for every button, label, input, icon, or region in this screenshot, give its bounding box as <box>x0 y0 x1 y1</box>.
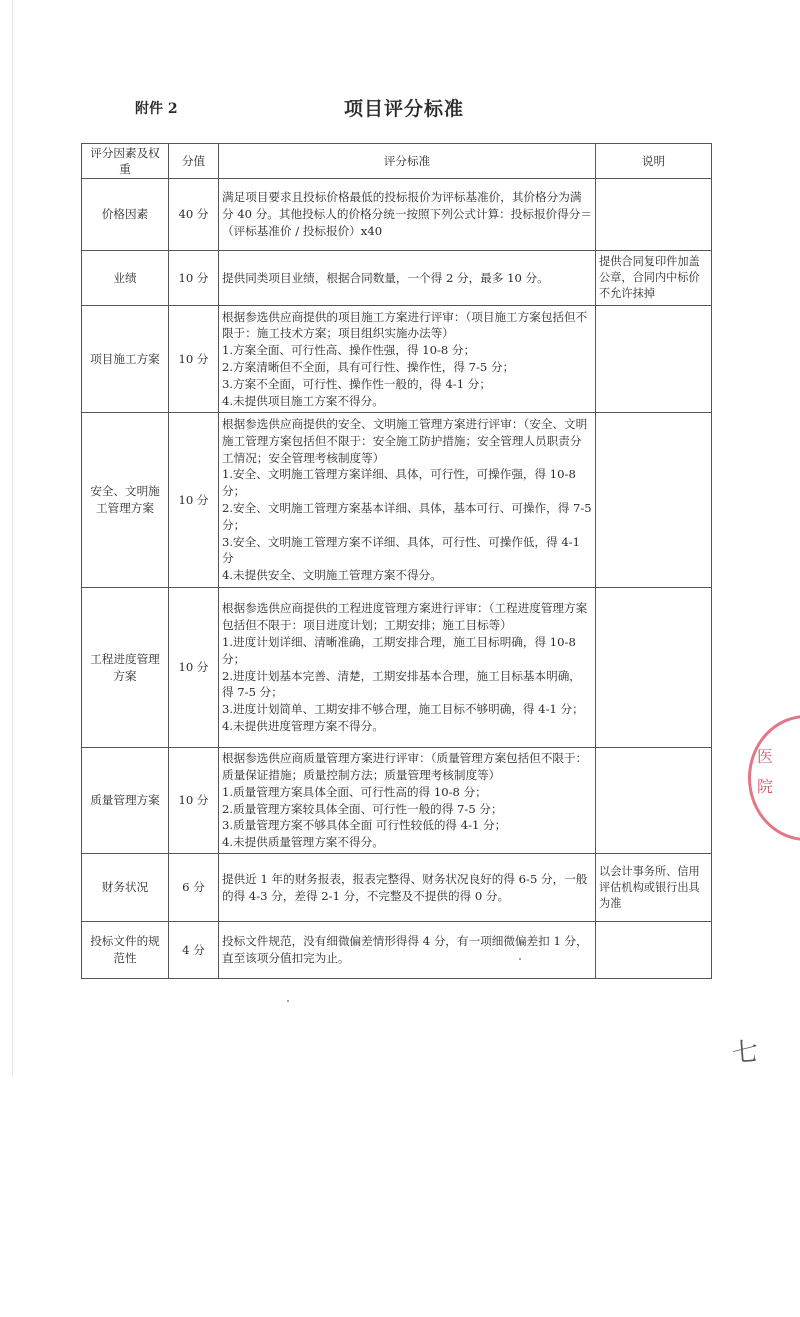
criteria-line: 3.方案不全面，可行性、操作性一般的，得 4-1 分； <box>222 376 491 391</box>
factor-cell: 项目施工方案 <box>82 306 169 413</box>
criteria-cell <box>219 854 596 922</box>
criteria-line: 1.方案全面、可行性高、操作性强，得 10-8 分； <box>222 343 476 358</box>
note-cell <box>596 306 712 413</box>
criteria-line: 1.进度计划详细、清晰准确，工期安排合理，施工目标明确，得 10-8 分； <box>222 634 576 666</box>
scan-speck <box>519 958 521 960</box>
criteria-line: 3.质量管理方案不够具体全面 可行性较低的得 4-1 分； <box>222 818 507 833</box>
factor-cell: 质量管理方案 <box>82 748 169 854</box>
criteria-line: 1.安全、文明施工管理方案详细、具体，可行性，可操作强，得 10-8 分； <box>222 467 576 499</box>
column-header-factor: 评分因素及权重 <box>82 144 169 179</box>
table-row <box>82 854 712 922</box>
table-row <box>82 588 712 748</box>
criteria-line: 满足项目要求且投标价格最低的投标报价为评标基准价，其价格分为满分 40 分。其他投标人的价格分统一按照下列公式计算：投标报价得分＝（评标基准价 / 投标报价）x40 <box>222 190 592 238</box>
table-row <box>82 306 712 413</box>
note-cell: 以会计事务所、信用评估机构或银行出具为准 <box>596 854 712 922</box>
criteria-cell <box>219 748 596 854</box>
criteria-line: 根据参选供应商提供的项目施工方案进行评审：（项目施工方案包括但不限于：施工技术方案；项目组织实施办法等） <box>222 309 588 341</box>
factor-cell: 财务状况 <box>82 854 169 922</box>
scan-speck <box>287 1000 289 1002</box>
criteria-line: 4.未提供项目施工方案不得分。 <box>222 393 384 408</box>
criteria-cell <box>219 922 596 979</box>
column-header-criteria: 评分标准 <box>219 144 596 179</box>
criteria-line: 2.方案清晰但不全面，具有可行性、操作性，得 7-5 分； <box>222 360 515 374</box>
handwritten-page-mark: 七 <box>731 1037 760 1069</box>
criteria-line: 2.质量管理方案较具体全面、可行性一般的得 7-5 分； <box>222 801 503 816</box>
note-cell <box>596 179 712 251</box>
note-cell <box>596 588 712 748</box>
table-row <box>82 179 712 251</box>
criteria-line: 根据参选供应商提供的安全、文明施工管理方案进行评审：（安全、文明施工管理方案包括但不限于：安全施工防护措施；安全管理人员职责分工情况；安全管理考核制度等） <box>222 417 588 465</box>
seal-text: 医院 <box>757 747 774 796</box>
table-row <box>82 413 712 588</box>
criteria-line: 4.未提供安全、文明施工管理方案不得分。 <box>222 568 442 583</box>
criteria-line: 1.质量管理方案具体全面、可行性高的得 10-8 分； <box>222 784 487 799</box>
criteria-line: 3.安全、文明施工管理方案不详细、具体，可行性、可操作低，得 4-1 分 <box>222 534 581 566</box>
factor-cell: 投标文件的规范性 <box>82 922 169 979</box>
score-cell: 10 分 <box>169 306 219 413</box>
criteria-cell <box>219 306 596 413</box>
criteria-line: 4.未提供质量管理方案不得分。 <box>222 835 384 850</box>
column-header-note: 说明 <box>596 144 712 179</box>
factor-cell: 安全、文明施工管理方案 <box>82 413 169 588</box>
score-cell: 10 分 <box>169 413 219 588</box>
table-row <box>82 922 712 979</box>
criteria-line: 4.未提供进度管理方案不得分。 <box>222 718 384 733</box>
criteria-line: 投标文件规范，没有细微偏差情形得得 4 分，有一项细微偏差扣 1 分，直至该项分值扣完为止。 <box>222 934 588 965</box>
scan-page-edge <box>12 0 13 1075</box>
table-row <box>82 748 712 854</box>
criteria-line: 提供同类项目业绩，根据合同数量，一个得 2 分，最多 10 分。 <box>222 270 549 285</box>
criteria-cell <box>219 179 596 251</box>
scoring-criteria-table <box>81 143 712 979</box>
criteria-line: 3.进度计划简单、工期安排不够合理，施工目标不够明确，得 4-1 分； <box>222 702 584 717</box>
criteria-cell <box>219 251 596 306</box>
note-cell <box>596 748 712 854</box>
score-cell: 4 分 <box>169 922 219 979</box>
table-row <box>82 251 712 306</box>
document-title: 项目评分标准 <box>343 98 464 120</box>
score-cell: 40 分 <box>169 179 219 251</box>
criteria-line: 2.安全、文明施工管理方案基本详细、具体，基本可行、可操作，得 7-5 分； <box>222 501 592 532</box>
criteria-line: 根据参选供应商质量管理方案进行评审：（质量管理方案包括但不限于：质量保证措施；质量控制方法；质量管理考核制度等） <box>222 751 588 782</box>
note-cell: 提供合同复印件加盖公章，合同内中标价不允许抹掉 <box>596 251 712 306</box>
criteria-cell <box>219 588 596 748</box>
criteria-line: 2.进度计划基本完善、清楚，工期安排基本合理，施工目标基本明确，得 7-5 分； <box>222 668 581 700</box>
factor-cell: 工程进度管理方案 <box>82 588 169 748</box>
score-cell: 6 分 <box>169 854 219 922</box>
note-cell <box>596 413 712 588</box>
column-header-score: 分值 <box>169 144 219 179</box>
factor-cell: 业绩 <box>82 251 169 306</box>
factor-cell: 价格因素 <box>82 179 169 251</box>
criteria-line: 根据参选供应商提供的工程进度管理方案进行评审：（工程进度管理方案包括但不限于：项目进度计划；工期安排；施工目标等） <box>222 601 588 633</box>
note-cell <box>596 922 712 979</box>
score-cell: 10 分 <box>169 588 219 748</box>
criteria-cell <box>219 413 596 588</box>
attachment-label: 附件 2 <box>135 101 178 117</box>
table-header-row <box>82 144 712 179</box>
criteria-line: 提供近 1 年的财务报表，报表完整得、财务状况良好的得 6-5 分，一般的得 4-3 分，差得 2-1 分，不完整及不提供的得 0 分。 <box>222 871 588 903</box>
score-cell: 10 分 <box>169 748 219 854</box>
score-cell: 10 分 <box>169 251 219 306</box>
